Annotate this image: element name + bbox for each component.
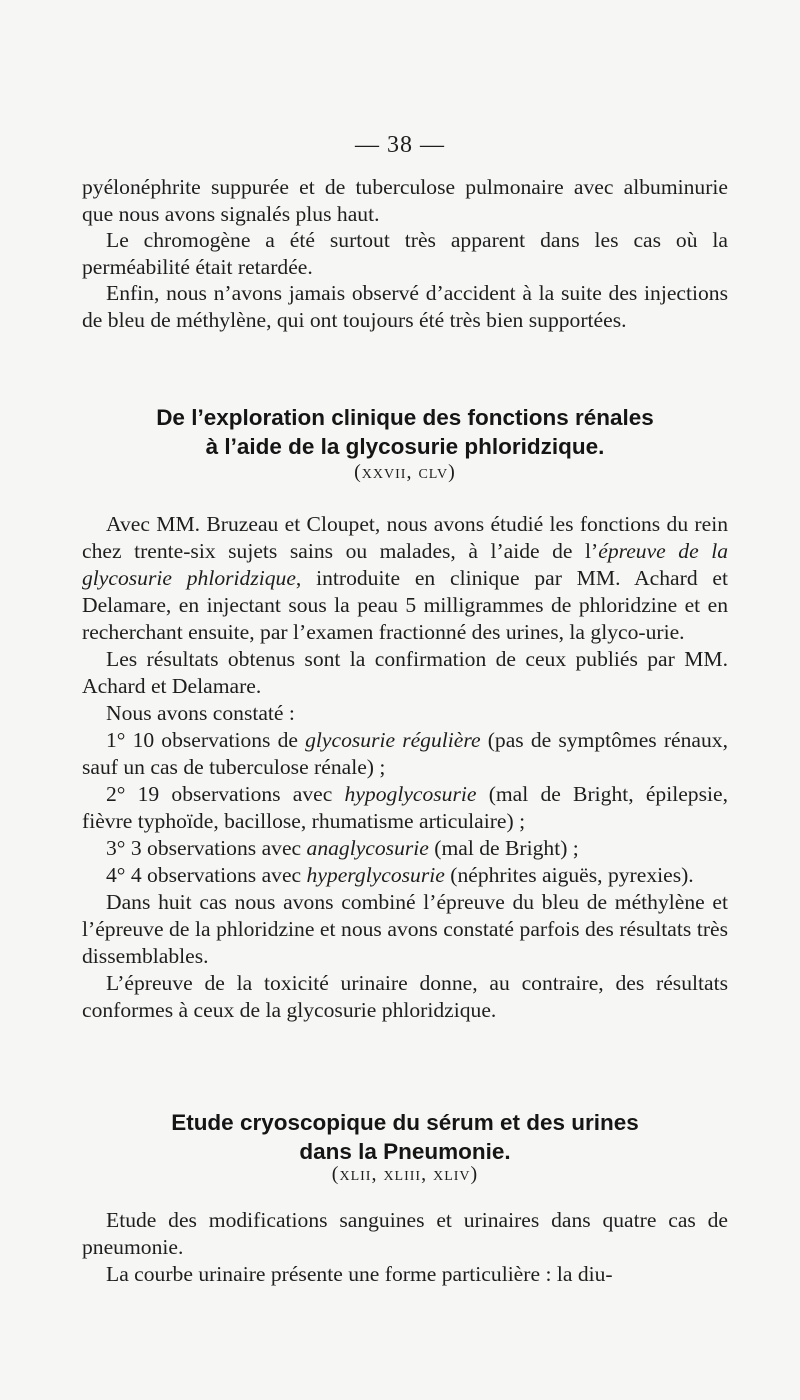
- section-1-paragraph-3: Nous avons constaté :: [106, 701, 295, 725]
- emphasis-anaglycosurie: anaglycosurie: [306, 836, 429, 860]
- emphasis-hyperglycosurie: hyperglycosurie: [306, 863, 445, 887]
- intro-paragraph-1: pyélonéphrite suppurée et de tuberculose pulmonaire avec albuminurie que nous avons signalés plus haut.: [82, 175, 728, 226]
- list-item-1: 1° 10 observations de glycosurie régulière (pas de symptômes rénaux, sauf un cas de tuberculose rénale) ;: [82, 728, 728, 779]
- section-1-title-line-2: à l’aide de la glycosurie phloridzique.: [205, 434, 605, 459]
- section-1-body: [82, 511, 728, 1024]
- section-2-paragraph-2: La courbe urinaire présente une forme particulière : la diu-: [106, 1262, 613, 1286]
- intro-paragraph-2: Le chromogène a été surtout très apparent dans les cas où la perméabilité était retardée.: [82, 228, 728, 279]
- section-1-paragraph-5: L’épreuve de la toxicité urinaire donne, au contraire, des résultats conformes à ceux de la glycosurie phloridzique.: [82, 971, 728, 1022]
- emphasis-hypoglycosurie: hypoglycosurie: [344, 782, 477, 806]
- list-item-2: 2° 19 observations avec hypoglycosurie (mal de Bright, épilepsie, fièvre typhoïde, bacillose, rhumatisme articulaire) ;: [82, 782, 728, 833]
- section-1-references: (xxvii, clv): [354, 461, 456, 483]
- intro-paragraph-3: Enfin, nous n’avons jamais observé d’accident à la suite des injections de bleu de méthylène, qui ont toujours été très bien supportées.: [82, 281, 728, 332]
- section-2-title-line-2: dans la Pneumonie.: [299, 1139, 511, 1164]
- section-2-body: [82, 1207, 728, 1288]
- section-1-paragraph-1: Avec MM. Bruzeau et Cloupet, nous avons étudié les fonctions du rein chez trente-six sujets sains ou malades, à l’aide de l’épreuve de la glycosurie phloridzique, introduite en clinique par MM. Achard et Delamare, en injectant sous la peau 5 milligrammes de phloridzine et en recherchant ensuite, par l’examen fractionné des urines, la glyco-urie.: [82, 512, 728, 644]
- emphasis-glycosurie-phloridzique: épreuve de la glycosurie phloridzique: [82, 539, 728, 590]
- section-1-heading: [82, 403, 728, 461]
- section-1-paragraph-4: Dans huit cas nous avons combiné l’épreuve du bleu de méthylène et l’épreuve de la phloridzine et nous avons constaté parfois des résultats très dissemblables.: [82, 890, 728, 968]
- section-2-references: (xlii, xliii, xliv): [331, 1163, 479, 1185]
- list-item-4: 4° 4 observations avec hyperglycosurie (néphrites aiguës, pyrexies).: [106, 863, 694, 887]
- intro-text: [82, 174, 728, 333]
- page-number: — 38 —: [355, 132, 445, 158]
- section-2-paragraph-1: Etude des modifications sanguines et urinaires dans quatre cas de pneumonie.: [82, 1208, 728, 1259]
- section-1-title-line-1: De l’exploration clinique des fonctions rénales: [156, 405, 654, 430]
- list-item-3: 3° 3 observations avec anaglycosurie (mal de Bright) ;: [106, 836, 579, 860]
- emphasis-glycosurie-reguliere: glycosurie régulière: [305, 728, 481, 752]
- section-1-paragraph-2: Les résultats obtenus sont la confirmation de ceux publiés par MM. Achard et Delamare.: [82, 647, 728, 698]
- section-2-heading: [82, 1108, 728, 1166]
- section-2-title-line-1: Etude cryoscopique du sérum et des urines: [171, 1110, 639, 1135]
